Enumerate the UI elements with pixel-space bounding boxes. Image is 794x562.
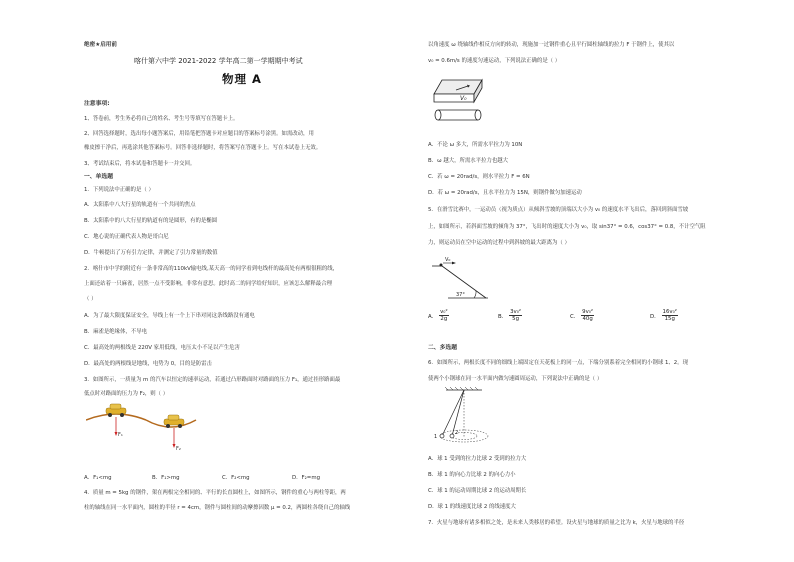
q5-v0-label: V₀ [445,257,451,263]
q3-stem: 3．如图所示，一质量为 m 的汽车以恒定的速率运动，若通过凸形路面时对路面的压力 F₁，通过挂形路面最 [84,377,341,383]
q1-option: A．太阳系中八大行星的轨道有一个共同的焦点 [84,202,196,208]
subject-title: 物理 A [222,72,262,86]
note-line: 3、考试结束后，将本试卷和答题卡一并交回。 [84,161,196,167]
q3-f2-label: F₂ [176,446,181,452]
q6-ball2-label: 2 [455,430,459,436]
q5-stem: 5．在滑雪比赛中，一运动员（视为质点）从倾斜雪坡的顶端以大小为 v₀ 的速度水平飞出后，落回到斜面雪坡 [428,207,689,213]
q4-stem: 柱的轴线在同一水平面内，圆柱的半径 r = 4cm，钢件与圆柱间的动摩擦因数 μ = 0.2，两圆柱各绕自己的轴线 [84,505,351,511]
q4-option: B．ω 越大，所需水平拉力也越大 [428,158,509,164]
section-title: 二、多选题 [428,345,457,351]
q4-option: C．若 ω = 20rad/s，则水平拉力 F = 6N [428,174,530,180]
q4-stem-cont: 以角速度 ω 绕轴线作相反方向的转动，现施加一过钢件重心且平行圆柱轴线的拉力 F 于钢件上，使其以 [428,42,675,48]
left-column [84,0,396,562]
car-icon [106,404,126,417]
q4-option: D．若 ω = 20rad/s，且水平拉力为 15N，则钢件做匀加速运动 [428,190,582,196]
q5-option: C． 9v₀² 40g [570,309,594,322]
q4-option: A．不论 ω 多大，所需水平拉力为 10N [428,142,523,148]
secret-mark: 绝密★启用前 [84,42,117,48]
q1-option: C．地心说的正确代表人物是哥白尼 [84,234,169,240]
right-column [428,0,766,562]
school-title: 喀什第六中学 2021-2022 学年高二第一学期期中考试 [134,57,303,65]
q6-option: B．球 1 的向心力比球 2 的向心力小 [428,472,516,478]
q4-stem: 4．质量 m = 5kg 的钢件，架在两根完全相同的、平行的长直圆柱上，如图所示，钢件的重心与两柱等距，两 [84,490,346,496]
q3-stem: 低点时对路面的压力为 F₂，则（ ） [84,391,169,397]
q6-ball1-label: 1 [434,434,438,440]
q6-figure [428,386,504,454]
q2-stem: 2．喀什市中学的附近有一条非常高的110kV输电线,某天高一的同学看到电线杆的最高处有两根很粗的线， [84,266,339,272]
q2-option: B．麻雀是绝缘体，不导电 [84,329,147,335]
note-line: 橡皮擦干净后，再选涂其他答案标号。回答非选择题时，将答案写在答题卡上。写在本试卷上无效。 [84,145,322,151]
q4-stem-cont: v₀ = 0.6m/s 的速度匀速运动，下列说法正确的是（ ） [428,58,561,64]
q2-option: A．为了最大限度保证安全，导线上有一个上下串对同这条线路没有通电 [84,313,255,319]
q7-stem: 7．火星与地球有诸多相似之处，是未来人类移居的希望。设火星与地球的质量之比为 k，火星与地球的半径 [428,520,685,526]
q5-stem: 力，则运动员在空中运动的过程中到斜坡的最大距离为（ ） [428,240,570,246]
q2-stem: （ ） [84,296,97,302]
q6-option: A．球 1 受到的拉力比球 2 受到的拉力大 [428,456,527,462]
car-icon [164,415,184,428]
q1-option: D．牛顿提出了万有引力定律，并测定了引力常量的数值 [84,250,218,256]
note-line: 1、答卷前，考生务必将自己的姓名、考生号等填写在答题卡上。 [84,116,239,122]
note-line: 2、回答选择题时，选出每小题答案后，用铅笔把答题卡对应题目的答案标号涂黑。如需改动，用 [84,131,314,137]
q2-stem: 上面还站着一只麻雀，居然一点不受影响，非常有意思。此时高二的同学给好知识，应该怎么解释最合理 [84,281,332,287]
q5-option: A． v₀² 2g [428,309,448,322]
q3-f1-label: F₁ [118,432,123,438]
q6-stem: 使两个小钢球在同一水平面内做匀速圆周运动，下列说法中正确的是（ ） [428,376,603,382]
q4-figure [432,72,488,128]
q6-stem: 6．如图所示，两根长度不同的细线上端固定在天花板上的同一点，下端分别系着完全相同的小钢球 1、2。现 [428,360,688,366]
q5-angle-label: 37° [456,292,465,298]
q3-figure [86,400,206,458]
q5-stem: 上，如图所示，若斜面雪坡的倾角为 37°，飞出时的速度大小为 v₀，取 sin37° = 0.6，cos37° = 0.8，不计空气阻 [428,224,706,230]
q3-option: B．F₁>mg [152,475,180,481]
q6-option: D．球 1 的线速度比球 2 的线速度大 [428,504,516,510]
q2-option: C．最高处的两根线是 220V 家用低线，电压太小不足以产生危害 [84,345,240,351]
section-title: 一、单选题 [84,174,113,180]
q3-option: D．F₂=mg [292,475,320,481]
q6-option: C．球 1 的运动周期比球 2 的运动周期长 [428,488,527,494]
q2-option: D．最高处的两根线是地线，电势为 0，目的是防雷击 [84,361,212,367]
notes-heading: 注意事项: [84,101,110,107]
q3-option: C．F₂<mg [222,475,250,481]
q5-options [428,309,758,327]
q1-stem: 1．下列说法中正确的是（ ） [84,187,154,193]
q4-v0-label: V₀ [460,95,467,102]
q3-option: A．F₁<mg [84,475,112,481]
q1-option: B．太阳系中的八大行星的轨道有的是圆形，有的是椭圆 [84,218,218,224]
q5-figure [430,256,490,302]
q5-option: D． 16v₀² 15g [650,309,677,322]
q5-option: B． 3v₀² 5g [498,309,522,322]
